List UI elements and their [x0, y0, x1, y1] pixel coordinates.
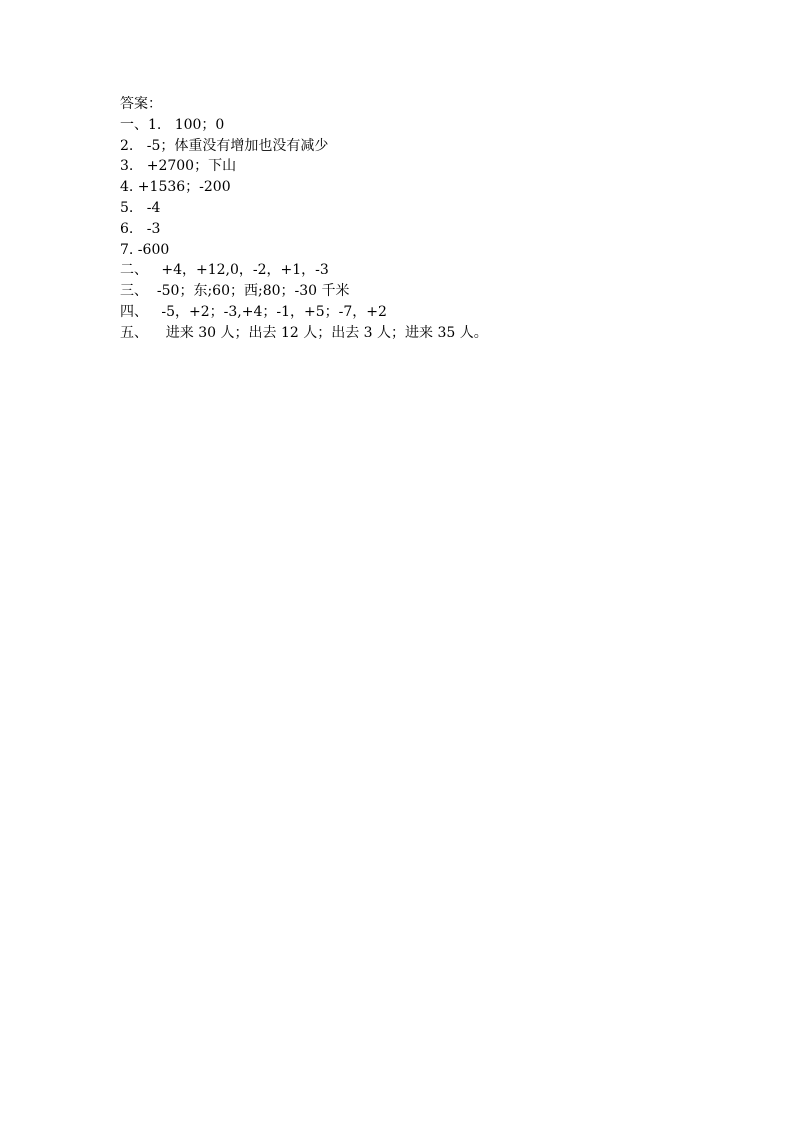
answer-line-4: 4. +1536；-200 [120, 179, 231, 196]
answer-heading: 答案： [120, 96, 162, 112]
answer-line-3: 3. +2700；下山 [120, 158, 237, 175]
answer-line-1: 一、1. 100；0 [120, 116, 225, 133]
answer-section-2: 二、 +4，+12,0，-2，+1，-3 [120, 262, 329, 279]
answer-line-5: 5. -4 [120, 199, 161, 216]
answer-section-3: 三、 -50；东;60；西;80；-30 千米 [120, 283, 350, 300]
answer-key [120, 94, 680, 344]
answer-line-6: 6. -3 [120, 220, 161, 237]
answer-section-5: 五、 进来 30 人；出去 12 人；出去 3 人；进来 35 人。 [120, 324, 488, 341]
answer-line-7: 7. -600 [120, 241, 170, 258]
answer-line-2: 2. -5；体重没有增加也没有减少 [120, 137, 329, 154]
answer-section-4: 四、 -5，+2；-3,+4；-1，+5；-7，+2 [120, 303, 387, 320]
